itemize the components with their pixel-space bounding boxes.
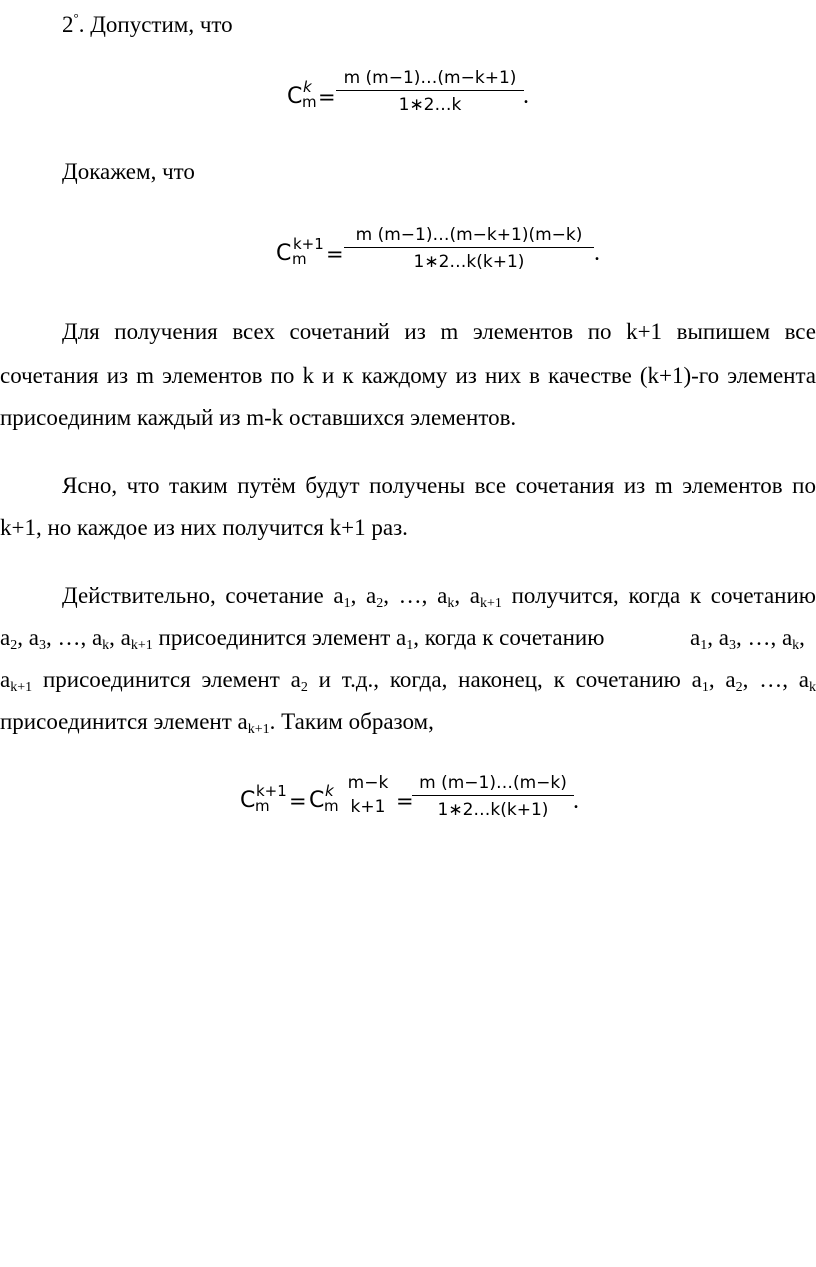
p3-text: a <box>0 667 11 692</box>
p3-text: присоединится элемент a <box>32 667 301 692</box>
formula2-fraction <box>344 225 594 272</box>
p3-text: получится, когда к сочетанию <box>501 583 816 608</box>
p3-text: , когда к сочетанию <box>413 625 605 650</box>
formula3-eq1: = <box>289 789 307 813</box>
p3-subscript: 1 <box>700 638 708 653</box>
formula1-end: . <box>523 83 529 109</box>
p3-subscript: k+1 <box>10 680 33 695</box>
formula3-c1: C <box>240 788 256 813</box>
p3-text: присоединится элемент a <box>152 625 407 650</box>
formula2-c: C <box>276 241 292 266</box>
p3-text: , a <box>350 583 377 608</box>
formula3-sub2: m <box>324 797 339 815</box>
formula2-eq: = <box>326 242 344 266</box>
formula2-end: . <box>594 240 600 266</box>
formula1-denominator: 1∗2…k <box>398 95 462 115</box>
p3-text: a <box>690 625 701 650</box>
formula2-sub: m <box>292 250 307 268</box>
p3-text: и т.д., когда, наконец, к сочетанию a <box>307 667 702 692</box>
p3-line2-tail <box>690 624 805 652</box>
section-number: 2 <box>62 12 74 37</box>
formula3-fraction2 <box>412 773 574 820</box>
paragraph3-line1 <box>62 582 816 610</box>
p3-subscript: 2 <box>376 596 384 611</box>
formula3-frac2-numerator: m (m−1)…(m−k) <box>419 773 567 793</box>
p3-subscript: 1 <box>406 638 414 653</box>
p3-subscript: k <box>102 638 110 653</box>
p3-text: , a <box>707 625 729 650</box>
formula3-sup2: k <box>325 782 334 800</box>
formula2-numerator: m (m−1)…(m−k+1)(m−k) <box>355 225 583 245</box>
formula2-sup: k+1 <box>293 235 324 253</box>
fraction-bar <box>336 90 524 91</box>
p3-subscript: k <box>792 638 800 653</box>
formula3-frac1-numerator: m−k <box>347 773 389 793</box>
fraction-bar <box>412 795 574 796</box>
formula2-denominator: 1∗2…k(k+1) <box>413 252 525 272</box>
p3-subscript: k+1 <box>130 638 153 653</box>
p3-subscript: 1 <box>701 680 709 695</box>
p3-text: , …, a <box>735 625 793 650</box>
paragraph3-line3 <box>0 666 816 694</box>
p3-subscript: k+1 <box>479 596 502 611</box>
formula3-fraction1 <box>344 773 392 817</box>
formula1-sup: k <box>303 78 312 96</box>
prove-label: Докажем, что <box>62 159 195 184</box>
intro-text: . Допустим, что <box>78 12 233 37</box>
p3-text: . Таким образом, <box>269 709 434 734</box>
formula3-eq2: = <box>396 789 414 813</box>
formula3-frac1-denominator: k+1 <box>350 797 386 817</box>
p3-text: , a <box>17 625 39 650</box>
p3-text: , a <box>708 667 736 692</box>
p3-subscript: 2 <box>735 680 743 695</box>
formula3-end: . <box>573 788 579 814</box>
p3-text: , …, a <box>742 667 809 692</box>
p3-text: , …, a <box>45 625 103 650</box>
formula1-fraction <box>336 68 524 115</box>
formula3-sup1: k+1 <box>256 782 287 800</box>
p3-text: , …, a <box>383 583 448 608</box>
p3-subscript: 2 <box>300 680 308 695</box>
p3-subscript: k+1 <box>247 722 270 737</box>
p3-text: a <box>0 625 11 650</box>
p3-text: , a <box>454 583 480 608</box>
formula1-sub: m <box>302 93 317 111</box>
p3-text: присоединится элемент a <box>0 709 248 734</box>
p3-subscript: 2 <box>10 638 18 653</box>
formula3-frac2-denominator: 1∗2…k(k+1) <box>437 800 549 820</box>
degree-mark: ° <box>73 10 79 25</box>
p3-subscript: 3 <box>38 638 46 653</box>
formula3-c2: C <box>309 788 325 813</box>
formula1-c: C <box>287 84 303 109</box>
paragraph1-line3: присоединим каждый из m-k оставшихся элементов. <box>0 405 517 430</box>
paragraph1-line2: сочетания из m элементов по k и к каждому из них в качестве (k+1)-го элемента <box>0 363 816 388</box>
paragraph3-line2 <box>0 624 816 652</box>
p3-subscript: 1 <box>343 596 351 611</box>
paragraph2-line1: Ясно, что таким путём будут получены все сочетания из m элементов по <box>62 473 816 498</box>
paragraph1-line1: Для получения всех сочетаний из m элементов по k+1 выпишем все <box>62 319 816 344</box>
formula1-numerator: m (m−1)…(m−k+1) <box>343 68 517 88</box>
p3-subscript: k <box>447 596 455 611</box>
paragraph2-line2: k+1, но каждое из них получится k+1 раз. <box>0 515 408 540</box>
paragraph3-line4 <box>0 708 434 736</box>
section-intro <box>62 4 233 39</box>
p3-subscript: k <box>809 680 816 695</box>
p3-subscript: 3 <box>728 638 736 653</box>
p3-text: Действительно, сочетание a <box>62 583 344 608</box>
p3-text: , a <box>109 625 131 650</box>
formula1-eq: = <box>318 85 336 109</box>
p3-text: , <box>799 625 805 650</box>
formula3-sub1: m <box>255 797 270 815</box>
fraction-bar <box>344 247 594 248</box>
